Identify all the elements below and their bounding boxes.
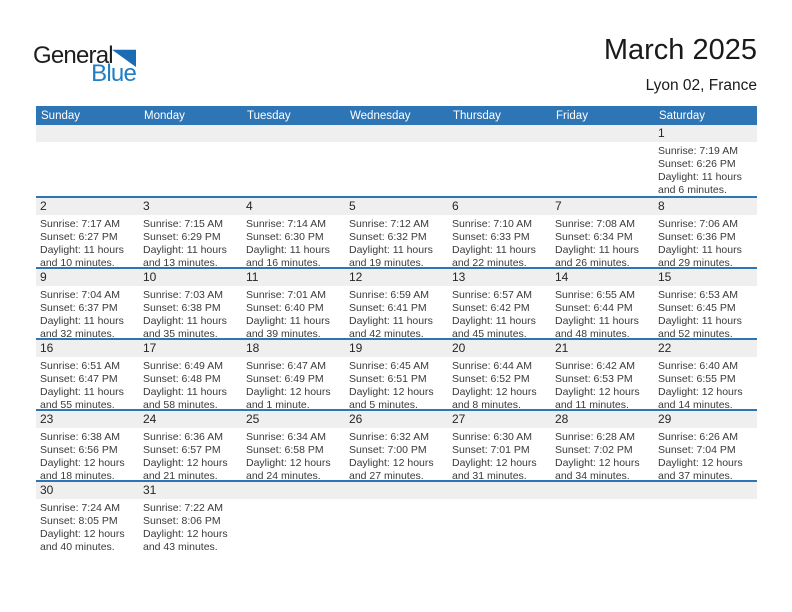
day-cell-24	[139, 411, 242, 480]
page-title: March 2025	[603, 34, 757, 66]
week-row-1	[36, 125, 757, 196]
day-number: 27	[452, 412, 466, 426]
day-number: 16	[40, 341, 54, 355]
day-number: 24	[143, 412, 157, 426]
day-sun-info: Sunrise: 7:17 AM Sunset: 6:27 PM Daylight: 11 hours and 10 minutes.	[40, 218, 124, 267]
day-cell-12	[345, 269, 448, 338]
empty-day-cell	[345, 125, 448, 196]
day-sun-info: Sunrise: 6:53 AM Sunset: 6:45 PM Daylight: 11 hours and 52 minutes.	[658, 289, 742, 338]
day-sun-info: Sunrise: 6:36 AM Sunset: 6:57 PM Daylight: 12 hours and 21 minutes.	[143, 431, 228, 480]
weekday-header-friday: Friday	[556, 109, 588, 122]
day-number: 9	[40, 270, 47, 284]
day-sun-info: Sunrise: 6:40 AM Sunset: 6:55 PM Daylight: 12 hours and 14 minutes.	[658, 360, 743, 409]
empty-day-cell	[139, 125, 242, 196]
day-number: 18	[246, 341, 260, 355]
day-cell-26	[345, 411, 448, 480]
day-cell-31	[139, 482, 242, 551]
day-sun-info: Sunrise: 6:32 AM Sunset: 7:00 PM Daylight: 12 hours and 27 minutes.	[349, 431, 434, 480]
day-sun-info: Sunrise: 7:08 AM Sunset: 6:34 PM Daylight: 11 hours and 26 minutes.	[555, 218, 639, 267]
day-cell-25	[242, 411, 345, 480]
day-cell-3	[139, 198, 242, 267]
weekday-header-thursday: Thursday	[453, 109, 501, 122]
day-sun-info: Sunrise: 6:30 AM Sunset: 7:01 PM Daylight: 12 hours and 31 minutes.	[452, 431, 537, 480]
day-cell-9	[36, 269, 139, 338]
day-sun-info: Sunrise: 6:34 AM Sunset: 6:58 PM Daylight: 12 hours and 24 minutes.	[246, 431, 331, 480]
day-number: 31	[143, 483, 157, 497]
day-sun-info: Sunrise: 7:01 AM Sunset: 6:40 PM Daylight: 11 hours and 39 minutes.	[246, 289, 330, 338]
empty-day-cell	[242, 482, 345, 551]
day-cell-11	[242, 269, 345, 338]
day-sun-info: Sunrise: 7:12 AM Sunset: 6:32 PM Daylight: 11 hours and 19 minutes.	[349, 218, 433, 267]
day-sun-info: Sunrise: 7:19 AM Sunset: 6:26 PM Daylight: 11 hours and 6 minutes.	[658, 145, 742, 196]
calendar-weeks	[36, 125, 757, 551]
week-row-2	[36, 196, 757, 267]
day-sun-info: Sunrise: 7:15 AM Sunset: 6:29 PM Daylight: 11 hours and 13 minutes.	[143, 218, 227, 267]
logo-text-general: General	[33, 42, 113, 69]
day-number: 14	[555, 270, 569, 284]
day-sun-info: Sunrise: 6:26 AM Sunset: 7:04 PM Daylight: 12 hours and 37 minutes.	[658, 431, 743, 480]
day-cell-8	[654, 198, 757, 267]
day-number: 7	[555, 199, 562, 213]
empty-day-cell	[36, 125, 139, 196]
day-cell-2	[36, 198, 139, 267]
page-subtitle: Lyon 02, France	[645, 77, 757, 94]
weekday-header-wednesday: Wednesday	[350, 109, 411, 122]
day-cell-4	[242, 198, 345, 267]
day-number: 3	[143, 199, 150, 213]
day-cell-27	[448, 411, 551, 480]
day-sun-info: Sunrise: 7:04 AM Sunset: 6:37 PM Daylight: 11 hours and 32 minutes.	[40, 289, 124, 338]
day-sun-info: Sunrise: 6:55 AM Sunset: 6:44 PM Daylight: 11 hours and 48 minutes.	[555, 289, 639, 338]
day-number: 28	[555, 412, 569, 426]
day-cell-30	[36, 482, 139, 551]
calendar-table	[36, 106, 757, 551]
day-sun-info: Sunrise: 6:44 AM Sunset: 6:52 PM Daylight: 12 hours and 8 minutes.	[452, 360, 537, 409]
empty-day-cell	[448, 482, 551, 551]
empty-day-cell	[551, 125, 654, 196]
day-number: 10	[143, 270, 157, 284]
day-number: 5	[349, 199, 356, 213]
day-sun-info: Sunrise: 6:42 AM Sunset: 6:53 PM Daylight: 12 hours and 11 minutes.	[555, 360, 640, 409]
day-number: 12	[349, 270, 363, 284]
day-sun-info: Sunrise: 7:06 AM Sunset: 6:36 PM Daylight: 11 hours and 29 minutes.	[658, 218, 742, 267]
day-sun-info: Sunrise: 6:47 AM Sunset: 6:49 PM Daylight: 12 hours and 1 minute.	[246, 360, 331, 409]
empty-day-cell	[242, 125, 345, 196]
day-number: 6	[452, 199, 459, 213]
day-cell-5	[345, 198, 448, 267]
day-number: 11	[246, 270, 259, 284]
day-number: 1	[658, 126, 665, 140]
day-sun-info: Sunrise: 7:03 AM Sunset: 6:38 PM Daylight: 11 hours and 35 minutes.	[143, 289, 227, 338]
day-sun-info: Sunrise: 6:38 AM Sunset: 6:56 PM Daylight: 12 hours and 18 minutes.	[40, 431, 125, 480]
day-number: 23	[40, 412, 54, 426]
day-cell-6	[448, 198, 551, 267]
day-sun-info: Sunrise: 6:49 AM Sunset: 6:48 PM Daylight: 11 hours and 58 minutes.	[143, 360, 227, 409]
weekday-header-tuesday: Tuesday	[247, 109, 291, 122]
day-number: 17	[143, 341, 157, 355]
day-number: 29	[658, 412, 672, 426]
day-sun-info: Sunrise: 6:59 AM Sunset: 6:41 PM Daylight: 11 hours and 42 minutes.	[349, 289, 433, 338]
day-cell-29	[654, 411, 757, 480]
weekday-header-monday: Monday	[144, 109, 185, 122]
empty-day-cell	[654, 482, 757, 551]
weekday-header-saturday: Saturday	[659, 109, 706, 122]
day-cell-21	[551, 340, 654, 409]
general-blue-logo	[33, 44, 136, 86]
week-row-4	[36, 338, 757, 409]
day-cell-19	[345, 340, 448, 409]
day-cell-13	[448, 269, 551, 338]
day-cell-20	[448, 340, 551, 409]
day-number: 13	[452, 270, 466, 284]
logo-text-blue: Blue	[91, 60, 136, 87]
day-sun-info: Sunrise: 6:57 AM Sunset: 6:42 PM Daylight: 11 hours and 45 minutes.	[452, 289, 536, 338]
day-cell-22	[654, 340, 757, 409]
day-cell-1	[654, 125, 757, 196]
day-cell-16	[36, 340, 139, 409]
week-row-3	[36, 267, 757, 338]
day-sun-info: Sunrise: 6:51 AM Sunset: 6:47 PM Daylight: 11 hours and 55 minutes.	[40, 360, 124, 409]
day-cell-28	[551, 411, 654, 480]
empty-day-cell	[551, 482, 654, 551]
day-number: 2	[40, 199, 47, 213]
day-sun-info: Sunrise: 6:28 AM Sunset: 7:02 PM Daylight: 12 hours and 34 minutes.	[555, 431, 640, 480]
day-number: 8	[658, 199, 665, 213]
day-sun-info: Sunrise: 7:14 AM Sunset: 6:30 PM Daylight: 11 hours and 16 minutes.	[246, 218, 330, 267]
day-cell-14	[551, 269, 654, 338]
day-sun-info: Sunrise: 6:45 AM Sunset: 6:51 PM Daylight: 12 hours and 5 minutes.	[349, 360, 434, 409]
day-number: 4	[246, 199, 253, 213]
day-number: 19	[349, 341, 363, 355]
empty-day-cell	[345, 482, 448, 551]
day-number: 20	[452, 341, 466, 355]
empty-day-cell	[448, 125, 551, 196]
day-cell-18	[242, 340, 345, 409]
day-sun-info: Sunrise: 7:22 AM Sunset: 8:06 PM Daylight: 12 hours and 43 minutes.	[143, 502, 228, 551]
week-row-5	[36, 409, 757, 480]
day-cell-10	[139, 269, 242, 338]
day-number: 30	[40, 483, 54, 497]
day-cell-23	[36, 411, 139, 480]
day-number: 22	[658, 341, 672, 355]
day-cell-17	[139, 340, 242, 409]
day-number: 15	[658, 270, 672, 284]
day-number: 25	[246, 412, 260, 426]
day-sun-info: Sunrise: 7:10 AM Sunset: 6:33 PM Daylight: 11 hours and 22 minutes.	[452, 218, 536, 267]
day-sun-info: Sunrise: 7:24 AM Sunset: 8:05 PM Daylight: 12 hours and 40 minutes.	[40, 502, 125, 551]
day-number: 21	[555, 341, 569, 355]
weekday-header-sunday: Sunday	[41, 109, 81, 122]
day-number: 26	[349, 412, 363, 426]
day-cell-15	[654, 269, 757, 338]
week-row-6	[36, 480, 757, 551]
day-cell-7	[551, 198, 654, 267]
weekday-header-row	[36, 106, 757, 125]
